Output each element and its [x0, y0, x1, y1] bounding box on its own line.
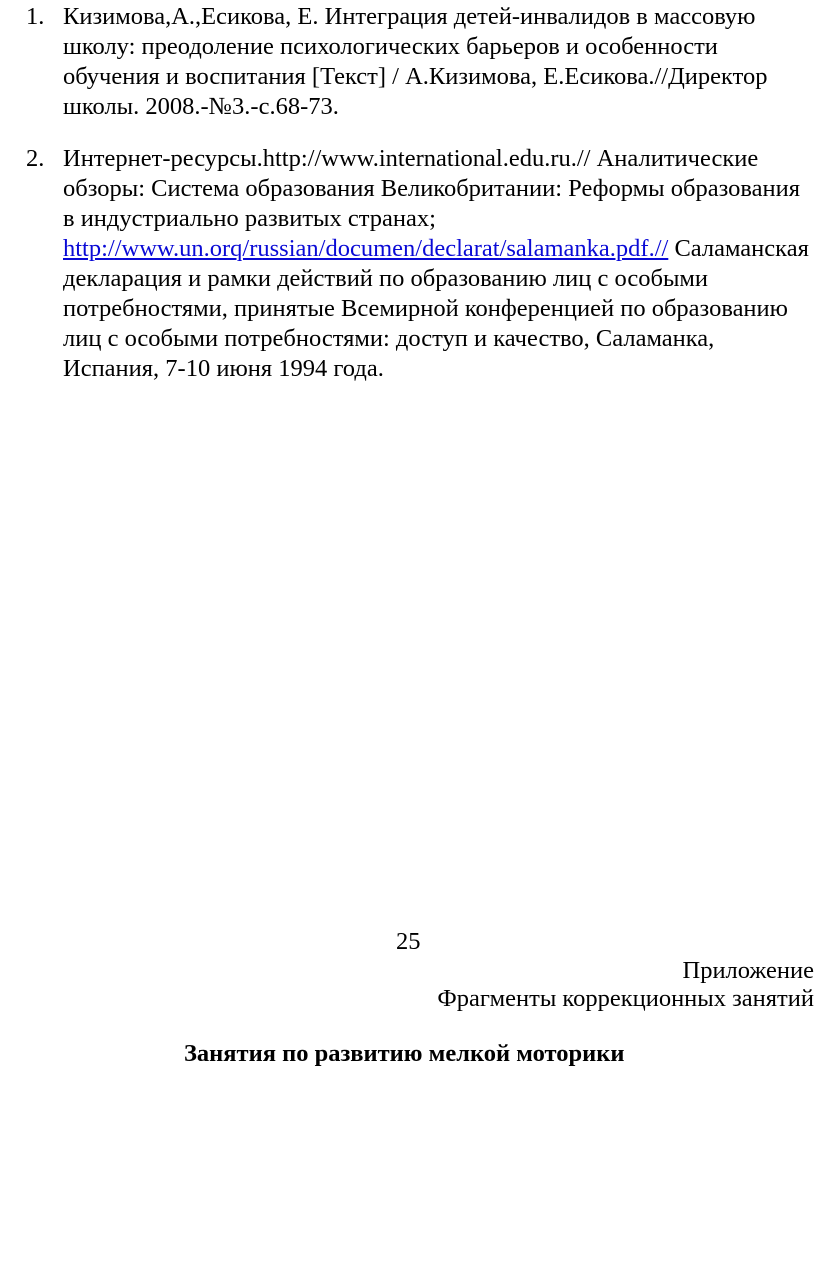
salamanca-declaration-link[interactable]: http://www.un.orq/russian/documen/declarat/salamanka.pdf.//	[63, 235, 669, 262]
appendix-subtitle: Фрагменты коррекционных занятий	[437, 985, 814, 1012]
section-heading: Занятия по развитию мелкой моторики	[184, 1040, 625, 1067]
reference-number: 1.	[26, 3, 45, 30]
appendix-label: Приложение	[682, 957, 814, 984]
reference-text: Кизимова,А.,Есикова, Е. Интеграция детей-инвалидов в массовую школу: преодоление психологических барьеров и особенности обучения и воспитания [Текст] / А.Кизимова, Е.Есикова.//Директор школы. 2008.-№3.-с.68-73.	[63, 3, 768, 120]
reference-text-after-link: Саламанская декларация и рамки действий по образованию лиц с особыми потребностями, принятые Всемирной конференцией по образованию лиц с особыми потребностями: доступ и качество, Саламанка, Испания, 7-10 июня 1994 года.	[63, 235, 809, 382]
references-list	[26, 2, 816, 384]
reference-text	[63, 144, 816, 384]
reference-item-2	[26, 144, 816, 384]
reference-text-before-link: Интернет-ресурсы.http://www.international.edu.ru.// Аналитические обзоры: Система образования Великобритании: Реформы образования в индустриально развитых странах;	[63, 145, 800, 232]
page-number: 25	[396, 928, 421, 955]
reference-item-1	[26, 2, 816, 122]
reference-number: 2.	[26, 145, 45, 172]
